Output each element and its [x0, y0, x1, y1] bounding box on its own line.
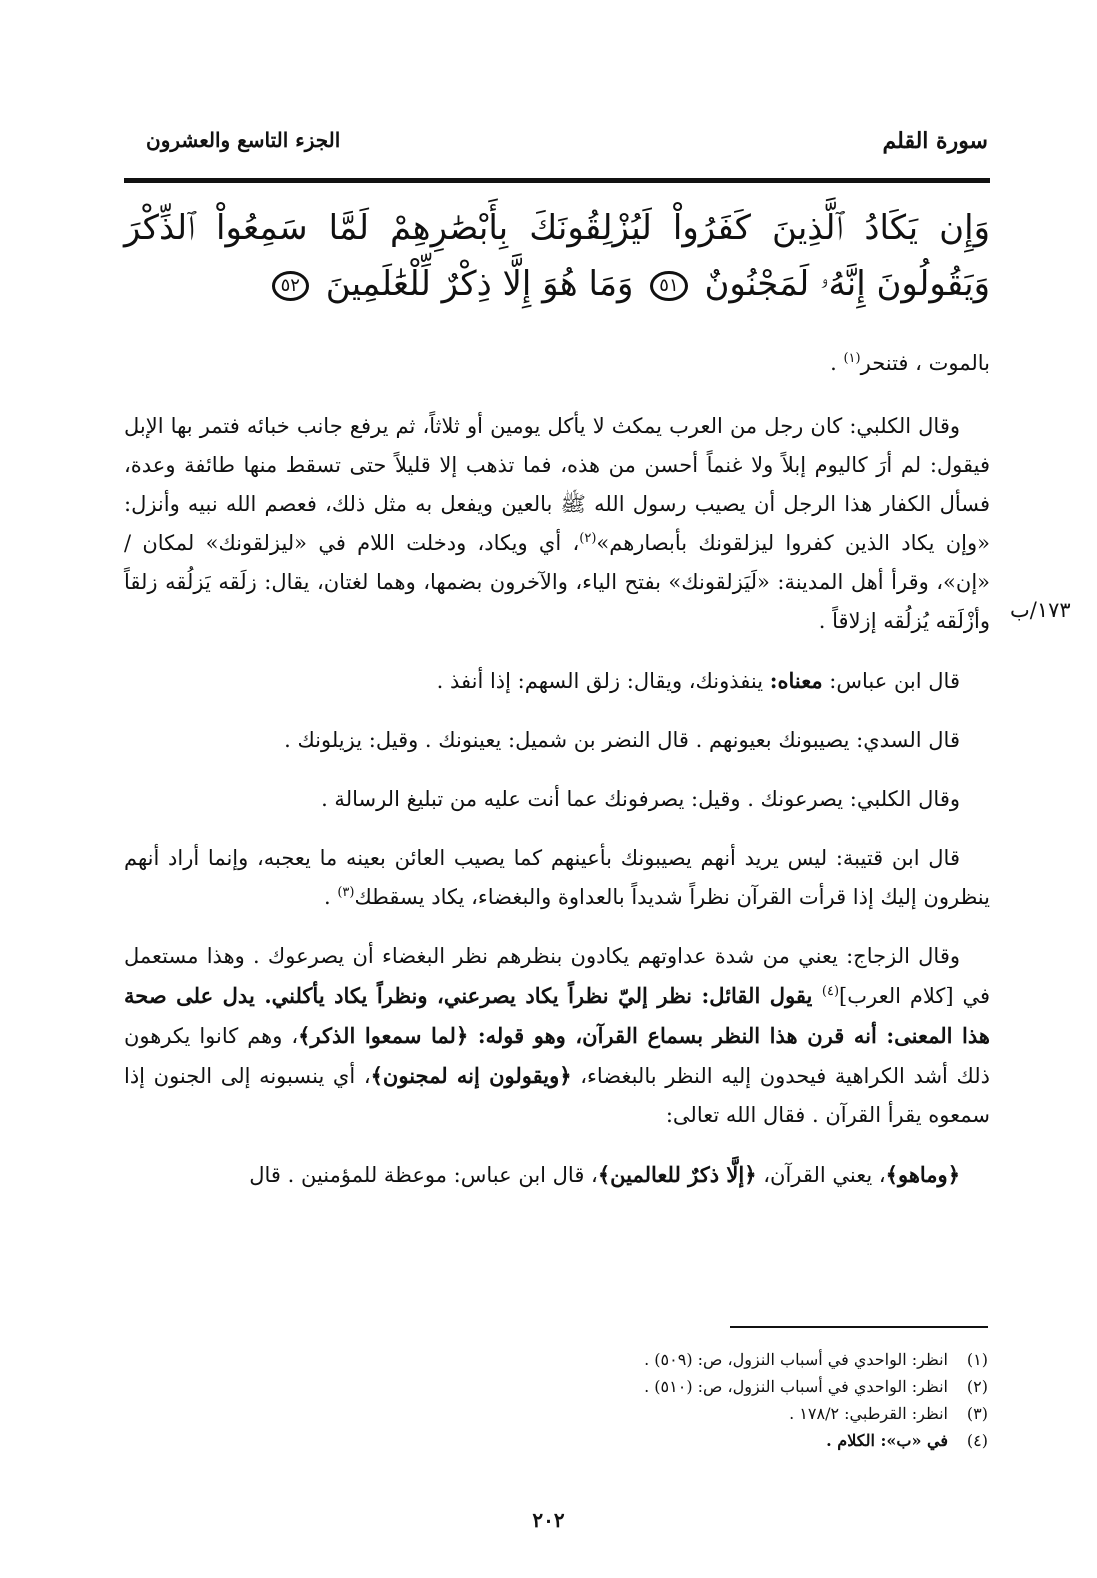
paragraph-text: ، قال ابن عباس: موعظة للمؤمنين . قال	[249, 1163, 598, 1187]
footnote	[300, 1427, 988, 1454]
juz-title: الجزء التاسع والعشرون	[146, 128, 341, 152]
header-divider	[124, 178, 990, 183]
paragraph-text: ، أي ويكاد، ودخلت اللام في «ليزلقونك» لمكان / «إن»، وقرأ أهل المدينة: «لَيَزلقونك» بفتح الياء، والآخرون بضمها، وهما لغتان، يقال: زلَقه يَزلُقه زلقاً وأزْلَقه يُزلُقه إزلاقاً .	[124, 531, 990, 633]
paragraph-4	[124, 721, 990, 760]
footnote	[300, 1373, 988, 1400]
footnote-number: (٤)	[966, 1431, 988, 1450]
paragraph-text: بالموت ، فتنحر	[860, 351, 990, 375]
paragraph-text: ، يعني القرآن،	[756, 1163, 886, 1187]
footnote-text: انظر: القرطبي: ١٧٨/٢ .	[789, 1404, 948, 1423]
footnote-number: (١)	[966, 1350, 988, 1369]
footnote	[300, 1400, 988, 1427]
quran-quote: ﴿ويقولون إنه لمجنون﴾	[370, 1063, 572, 1088]
footnote-ref: (٣)	[337, 885, 355, 900]
paragraph-text: وقال الكلبي: كان رجل من العرب يمكث لا يأكل يومين أو ثلاثاً، ثم يرفع جانب خبائه فتمر بها الإبل فيقول: لم أرَ كاليوم إبلاً ولا غنماً أحسن من هذه، فما تذهب إلا قليلاً حتى تسقط منها طائفة وعدة، فسأل الكفار هذا الرجل أن يصيب رسول الله ﷺ بالعين ويفعل به مثل ذلك، فعصم الله نبيه وأنزل: «وإن يكاد الذين كفروا ليزلقونك بأبصارهم»	[124, 414, 990, 555]
page-header	[128, 128, 988, 162]
footnote-ref: (٢)	[579, 531, 597, 546]
footnote-text: انظر: الواحدي في أسباب النزول، ص: (٥٠٩) .	[644, 1350, 948, 1369]
footnote-text: في «ب»: الكلام .	[826, 1431, 948, 1450]
page-number: ٢٠٢	[532, 1508, 565, 1532]
bold-text: معناه:	[769, 668, 823, 693]
surah-title: سورة القلم	[882, 128, 988, 154]
paragraph-text: ينفذونك، ويقال: زلق السهم: إذا أنفذ .	[436, 669, 770, 693]
paragraph-2	[124, 407, 990, 641]
ayah-number-52: ٥٢	[272, 271, 309, 301]
paragraph-3	[124, 661, 990, 701]
paragraph-text: قال ابن قتيبة: ليس يريد أنهم يصيبونك بأعينهم كما يصيب العائن بعينه ما يعجبه، وإنما أراد أنهم ينظرون إليك إذا قرأت القرآن نظراً شديداً بالعداوة والبغضاء، يكاد يسقطك	[124, 846, 990, 909]
footnote	[300, 1346, 988, 1373]
bold-text: يقول القائل: نظر إليّ نظراً يكاد يصرعني، ونظراً يكاد يأكلني. يدل على صحة هذا المعنى: أنه قرن هذا النظر بسماع القرآن، وهو قوله:	[124, 983, 990, 1048]
paragraph-text: .	[323, 885, 338, 909]
commentary-body	[124, 344, 990, 1215]
paragraph-text: قال السدي: يصيبونك بعيونهم . قال النضر بن شميل: يعينونك . وقيل: يزيلونك .	[284, 728, 960, 752]
paragraph-text: ، أي ينسبونه إلى الجنون إذا سمعوه يقرأ القرآن . فقال الله تعالى:	[124, 1064, 990, 1127]
verse-text-51: وَإِن يَكَادُ ٱلَّذِينَ كَفَرُواْ لَيُزْلِقُونَكَ بِأَبْصَٰرِهِمْ لَمَّا سَمِعُواْ ٱلذِّكْرَ وَيَقُولُونَ إِنَّهُۥ لَمَجْنُونٌ	[124, 208, 990, 304]
paragraph-1	[124, 344, 990, 383]
footnote-ref: (٤)	[821, 984, 840, 999]
quran-quote: ﴿إلَّا ذكرٌ للعالمين﴾	[597, 1162, 757, 1187]
paragraph-7	[124, 937, 990, 1135]
manuscript-folio-note: ١٧٣/ب	[1010, 598, 1071, 622]
paragraph-text: وقال الكلبي: يصرعونك . وقيل: يصرفونك عما أنت عليه من تبليغ الرسالة .	[321, 787, 960, 811]
footnote-text: انظر: الواحدي في أسباب النزول، ص: (٥١٠) .	[644, 1377, 948, 1396]
verse-text-52: وَمَا هُوَ إِلَّا ذِكْرٌ لِّلْعَٰلَمِينَ	[325, 264, 634, 304]
ayah-number-51: ٥١	[650, 271, 687, 301]
quran-verse	[124, 200, 990, 312]
quran-quote: ﴿وماهو﴾	[885, 1162, 960, 1187]
footnote-number: (٢)	[966, 1377, 988, 1396]
paragraph-text: قال ابن عباس:	[822, 669, 960, 693]
footnote-divider	[730, 1326, 988, 1328]
footnote-number: (٣)	[966, 1404, 988, 1423]
paragraph-text: .	[830, 351, 844, 375]
paragraph-text: وقال الزجاج: يعني من شدة عداوتهم يكادون بنظرهم نظر البغضاء أن يصرعوك . وهذا مستعمل في [كلام العرب]	[124, 944, 990, 1008]
paragraph-5	[124, 780, 990, 819]
footnotes	[300, 1346, 988, 1454]
paragraph-6	[124, 839, 990, 917]
quran-quote: ﴿لما سمعوا الذكر﴾	[298, 1023, 469, 1048]
paragraph-text: ، وهم كانوا يكرهون ذلك أشد الكراهية فيحدون إليه النظر بالبغضاء،	[124, 1024, 990, 1088]
footnote-ref: (١)	[843, 351, 861, 366]
paragraph-8	[124, 1155, 990, 1195]
